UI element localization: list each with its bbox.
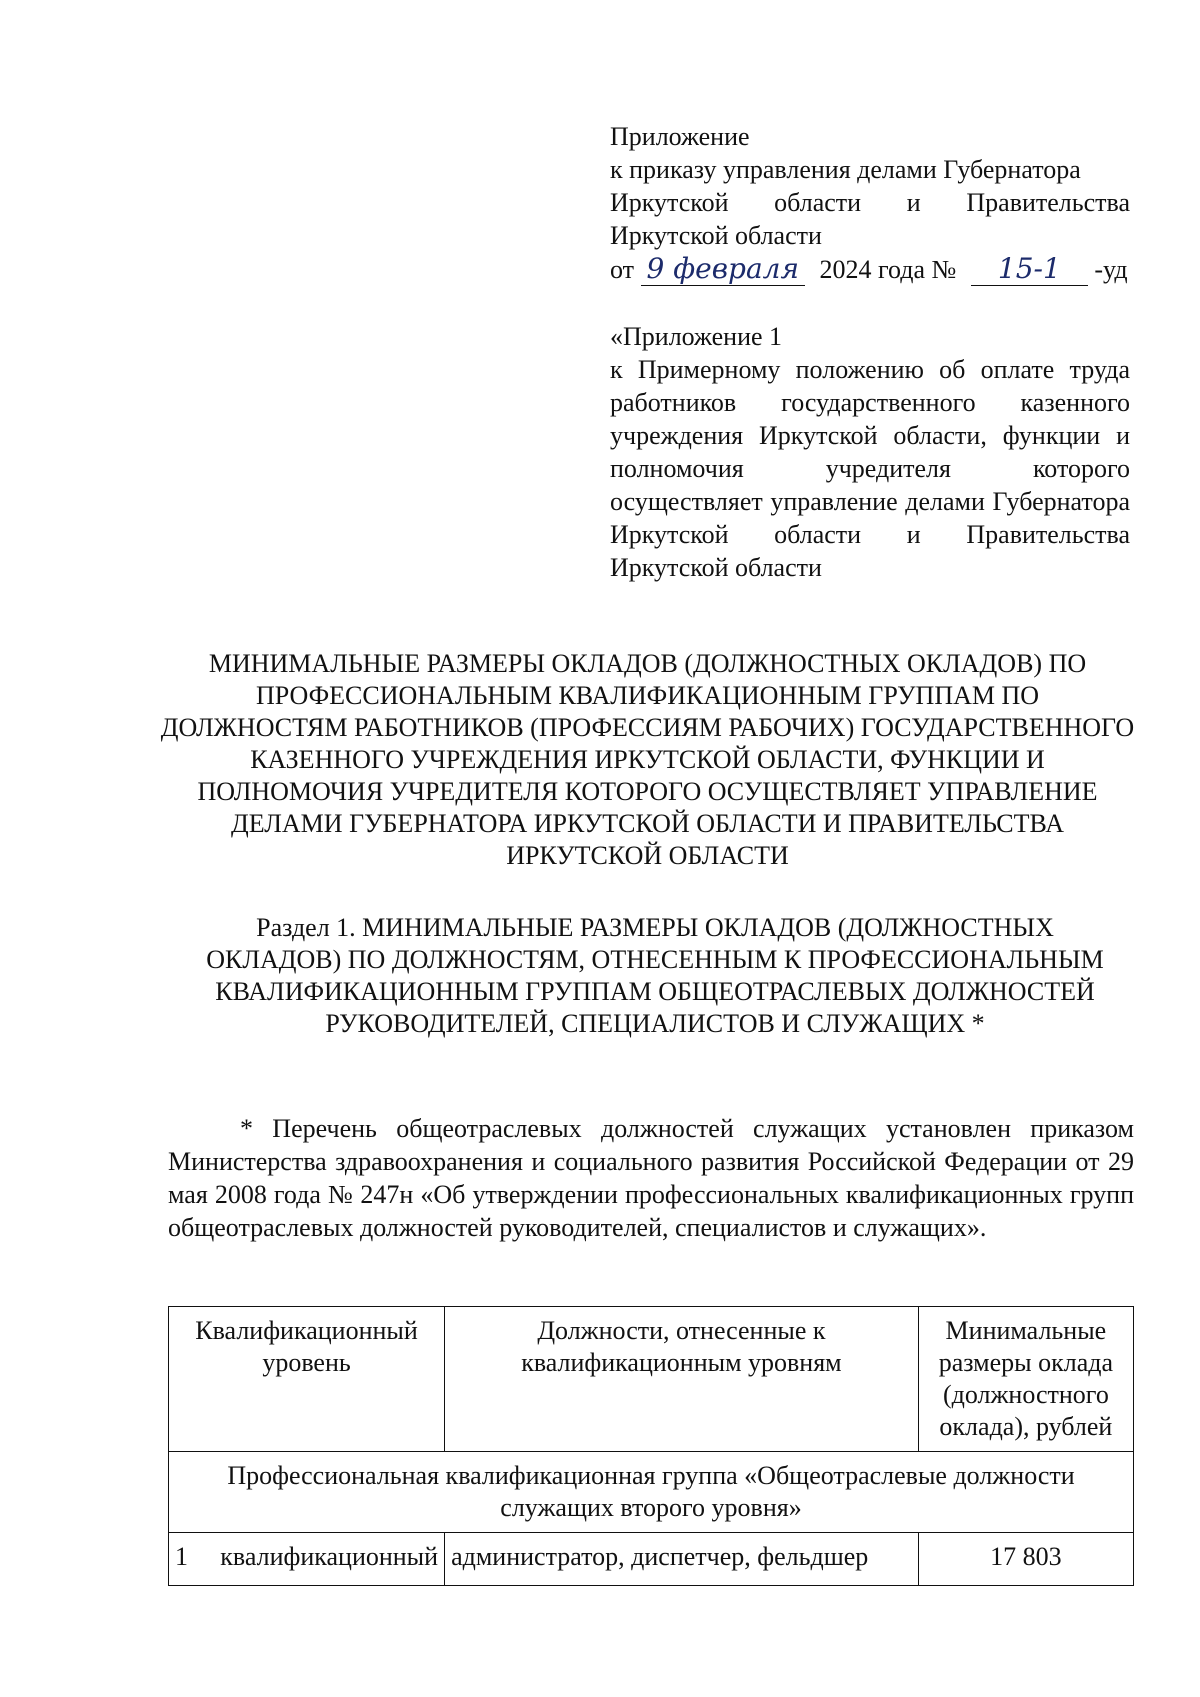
level-text: квалификационный	[220, 1542, 439, 1571]
approval-title: Приложение	[610, 122, 750, 151]
table-row	[169, 1533, 1134, 1586]
table-group-row	[169, 1452, 1134, 1533]
level-content	[175, 1541, 438, 1573]
salary-table	[168, 1306, 1134, 1586]
header-level: Квалификационный уровень	[169, 1307, 445, 1452]
appendix-heading: «Приложение 1	[610, 322, 783, 351]
handwritten-number: 15-1	[971, 252, 1088, 286]
cell-positions: администратор, диспетчер, фельдшер	[445, 1533, 919, 1586]
level-number: 1	[175, 1542, 188, 1571]
cell-level	[169, 1533, 445, 1586]
approval-block	[610, 120, 1130, 286]
approval-line: Иркутской области	[610, 221, 822, 250]
header-positions: Должности, отнесенные к квалификационным уровням	[445, 1307, 919, 1452]
year-text: 2024 года №	[819, 255, 957, 284]
appendix-block	[610, 320, 1130, 584]
date-prefix: от	[610, 255, 635, 284]
main-title: МИНИМАЛЬНЫЕ РАЗМЕРЫ ОКЛАДОВ (ДОЛЖНОСТНЫХ ОКЛАДОВ) ПО ПРОФЕССИОНАЛЬНЫМ КВАЛИФИКАЦИОННЫМ ГРУППАМ ПО ДОЛЖНОСТЯМ РАБОТНИКОВ (ПРОФЕССИЯМ РАБОЧИХ) ГОСУДАРСТВЕННОГО КАЗЕННОГО УЧРЕЖДЕНИЯ ИРКУТСКОЙ ОБЛАСТИ, ФУНКЦИИ И ПОЛНОМОЧИЯ УЧРЕДИТЕЛЯ КОТОРОГО ОСУЩЕСТВЛЯЕТ УПРАВЛЕНИЕ ДЕЛАМИ ГУБЕРНАТОРА ИРКУТСКОЙ ОБЛАСТИ И ПРАВИТЕЛЬСТВА ИРКУТСКОЙ ОБЛАСТИ	[160, 649, 1135, 870]
section-title: Раздел 1. МИНИМАЛЬНЫЕ РАЗМЕРЫ ОКЛАДОВ (ДОЛЖНОСТНЫХ ОКЛАДОВ) ПО ДОЛЖНОСТЯМ, ОТНЕСЕННЫМ К ПРОФЕССИОНАЛЬНЫМ КВАЛИФИКАЦИОННЫМ ГРУППАМ ОБЩЕОТРАСЛЕВЫХ ДОЛЖНОСТЕЙ РУКОВОДИТЕЛЕЙ, СПЕЦИАЛИСТОВ И СЛУЖАЩИХ *	[206, 913, 1104, 1038]
appendix-body: к Примерному положению об оплате труда работников государственного казенного учреждения Иркутской области, функции и полномочия учредителя которого осуществляет управление делами Губернатора Иркутской области и Правительства Иркутской области	[610, 355, 1130, 582]
approval-line: Иркутской области и Правительства	[610, 188, 1130, 217]
footnote-text: * Перечень общеотраслевых должностей служащих установлен приказом Министерства здравоохранения и социального развития Российской Федерации от 29 мая 2008 года № 247н «Об утверждении профессиональных квалификационных групп общеотраслевых должностей руководителей, специалистов и служащих».	[168, 1114, 1134, 1242]
header-salary: Минимальные размеры оклада (должностного оклада), рублей	[918, 1307, 1133, 1452]
cell-salary: 17 803	[918, 1533, 1133, 1586]
footnote	[168, 1112, 1134, 1244]
approval-line: к приказу управления делами Губернатора	[610, 155, 1081, 184]
approval-date-line	[610, 252, 1130, 286]
group-title: Профессиональная квалификационная группа «Общеотраслевые должности служащих второго уровня»	[169, 1452, 1134, 1533]
table-header-row	[169, 1307, 1134, 1452]
number-suffix: -уд	[1094, 255, 1128, 284]
handwritten-date: 9 февраля	[641, 252, 805, 286]
